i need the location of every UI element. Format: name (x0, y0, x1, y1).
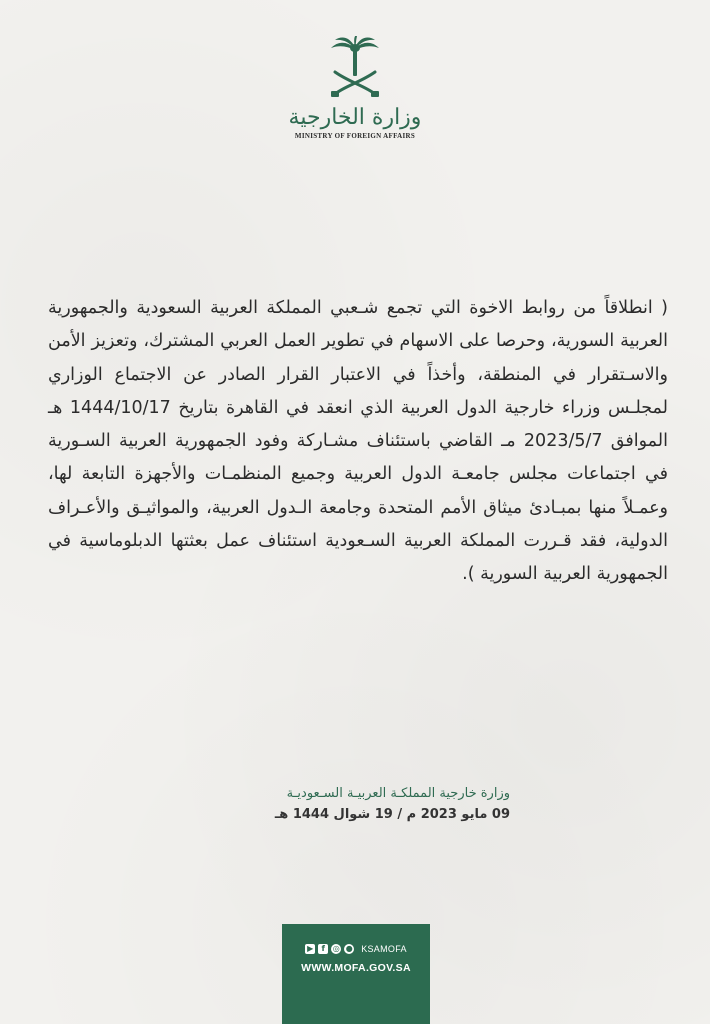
signature-date: 09 مايو 2023 م / 19 شوال 1444 هـ (274, 807, 510, 822)
ministry-name-arabic: وزارة الخارجية (288, 105, 422, 130)
social-row (282, 942, 430, 956)
signature-block (275, 784, 510, 826)
youtube-icon[interactable]: ▶ (307, 944, 314, 953)
statement-paragraph: ( انطلاقاً من روابط الاخوة التي تجمع شـعبي المملكة العربية السعودية والجمهورية العربية السورية، وحرصا على الاسهام في تطوير العمل العربي المشترك، وتعزيز الأمن والاسـتقرار في المنطقة، وأخذاً في الاعتبار القرار الصادر عن الاجتماع الوزاري لمجلـس وزراء خارجية الدول العربية الذي انعقد في القاهرة بتاريخ 1444/10/17 هـ الموافق 2023/5/7 مـ القاضي باستئناف مشـاركة وفود الجمهورية العربية السـورية في اجتماعات مجلس جامعـة الدول العربية وجميع المنظمـات والأجهزة التابعة لها، وعمـلاً منها بمبـادئ ميثاق الأمم المتحدة وجامعة الـدول العربية، والمواثيـق والأعـراف الدولية، فقد قـررت المملكة العربية السـعودية استئناف عمل بعثتها الدبلوماسية في الجمهورية العربية السورية ). (48, 298, 669, 585)
palm-and-swords-emblem-icon (323, 36, 387, 104)
instagram-icon[interactable]: ◎ (332, 944, 340, 953)
website-link[interactable]: WWW.MOFA.GOV.SA (301, 962, 411, 974)
signature-organization: وزارة خارجية المملكـة العربيـة السـعوديـة (286, 786, 510, 801)
facebook-icon[interactable]: f (318, 944, 328, 954)
twitter-icon[interactable]: ● (345, 944, 353, 953)
footer-banner (282, 924, 430, 1024)
ministry-logo (285, 36, 425, 156)
social-handle[interactable]: KSAMOFA (361, 944, 407, 954)
ministry-name-english: MINISTRY OF FOREIGN AFFAIRS (294, 132, 416, 140)
